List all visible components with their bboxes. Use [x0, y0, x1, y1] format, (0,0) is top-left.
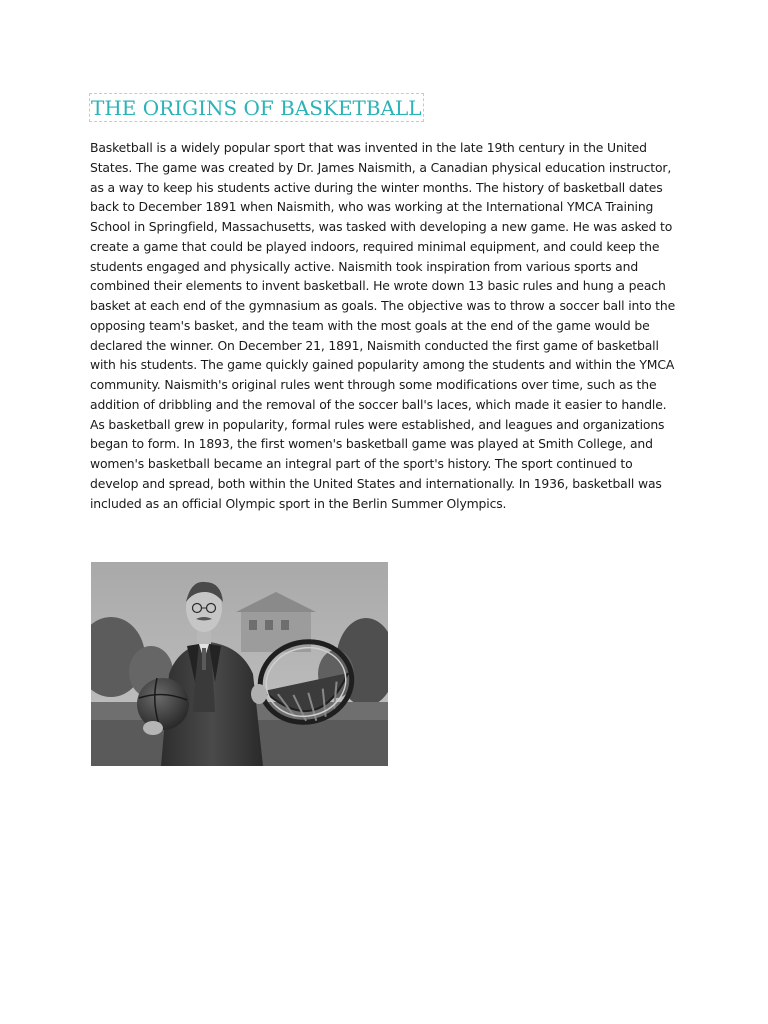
body-paragraph: Basketball is a widely popular sport that was invented in the late 19th century in the United States. The game was created by Dr. James Naismith, a Canadian physical education instructor, as a way to keep his students active during the winter months. The history of basketball dates back to December 1891 when Naismith, who was working at the International YMCA Training School in Springfield, Massachusetts, was tasked with developing a new game. He was asked to create a game that could be played indoors, required minimal equipment, and could keep the students engaged and physically active. Naismith took inspiration from various sports and combined their elements to invent basketball. He wrote down 13 basic rules and hung a peach basket at each end of the gymnasium as goals. The objective was to throw a soccer ball into the opposing team's basket, and the team with the most goals at the end of the game would be declared the winner. On December 21, 1891, Naismith conducted the first game of basketball with his students. The game quickly gained popularity among the students and within the YMCA community. Naismith's original rules went through some modifications over time, such as the addition of dribbling and the removal of the soccer ball's laces, which made it easier to handle. As basketball grew in popularity, formal rules were established, and leagues and organizations began to form. In 1893, the first women's basketball game was played at Smith College, and women's basketball became an integral part of the sport's history. The sport continued to develop and spread, both within the United States and internationally. In 1936, basketball was included as an official Olympic sport in the Berlin Summer Olympics.: [90, 140, 676, 511]
historical-photo: [91, 562, 388, 766]
page-title: THE ORIGINS OF BASKETBALL: [91, 96, 422, 120]
